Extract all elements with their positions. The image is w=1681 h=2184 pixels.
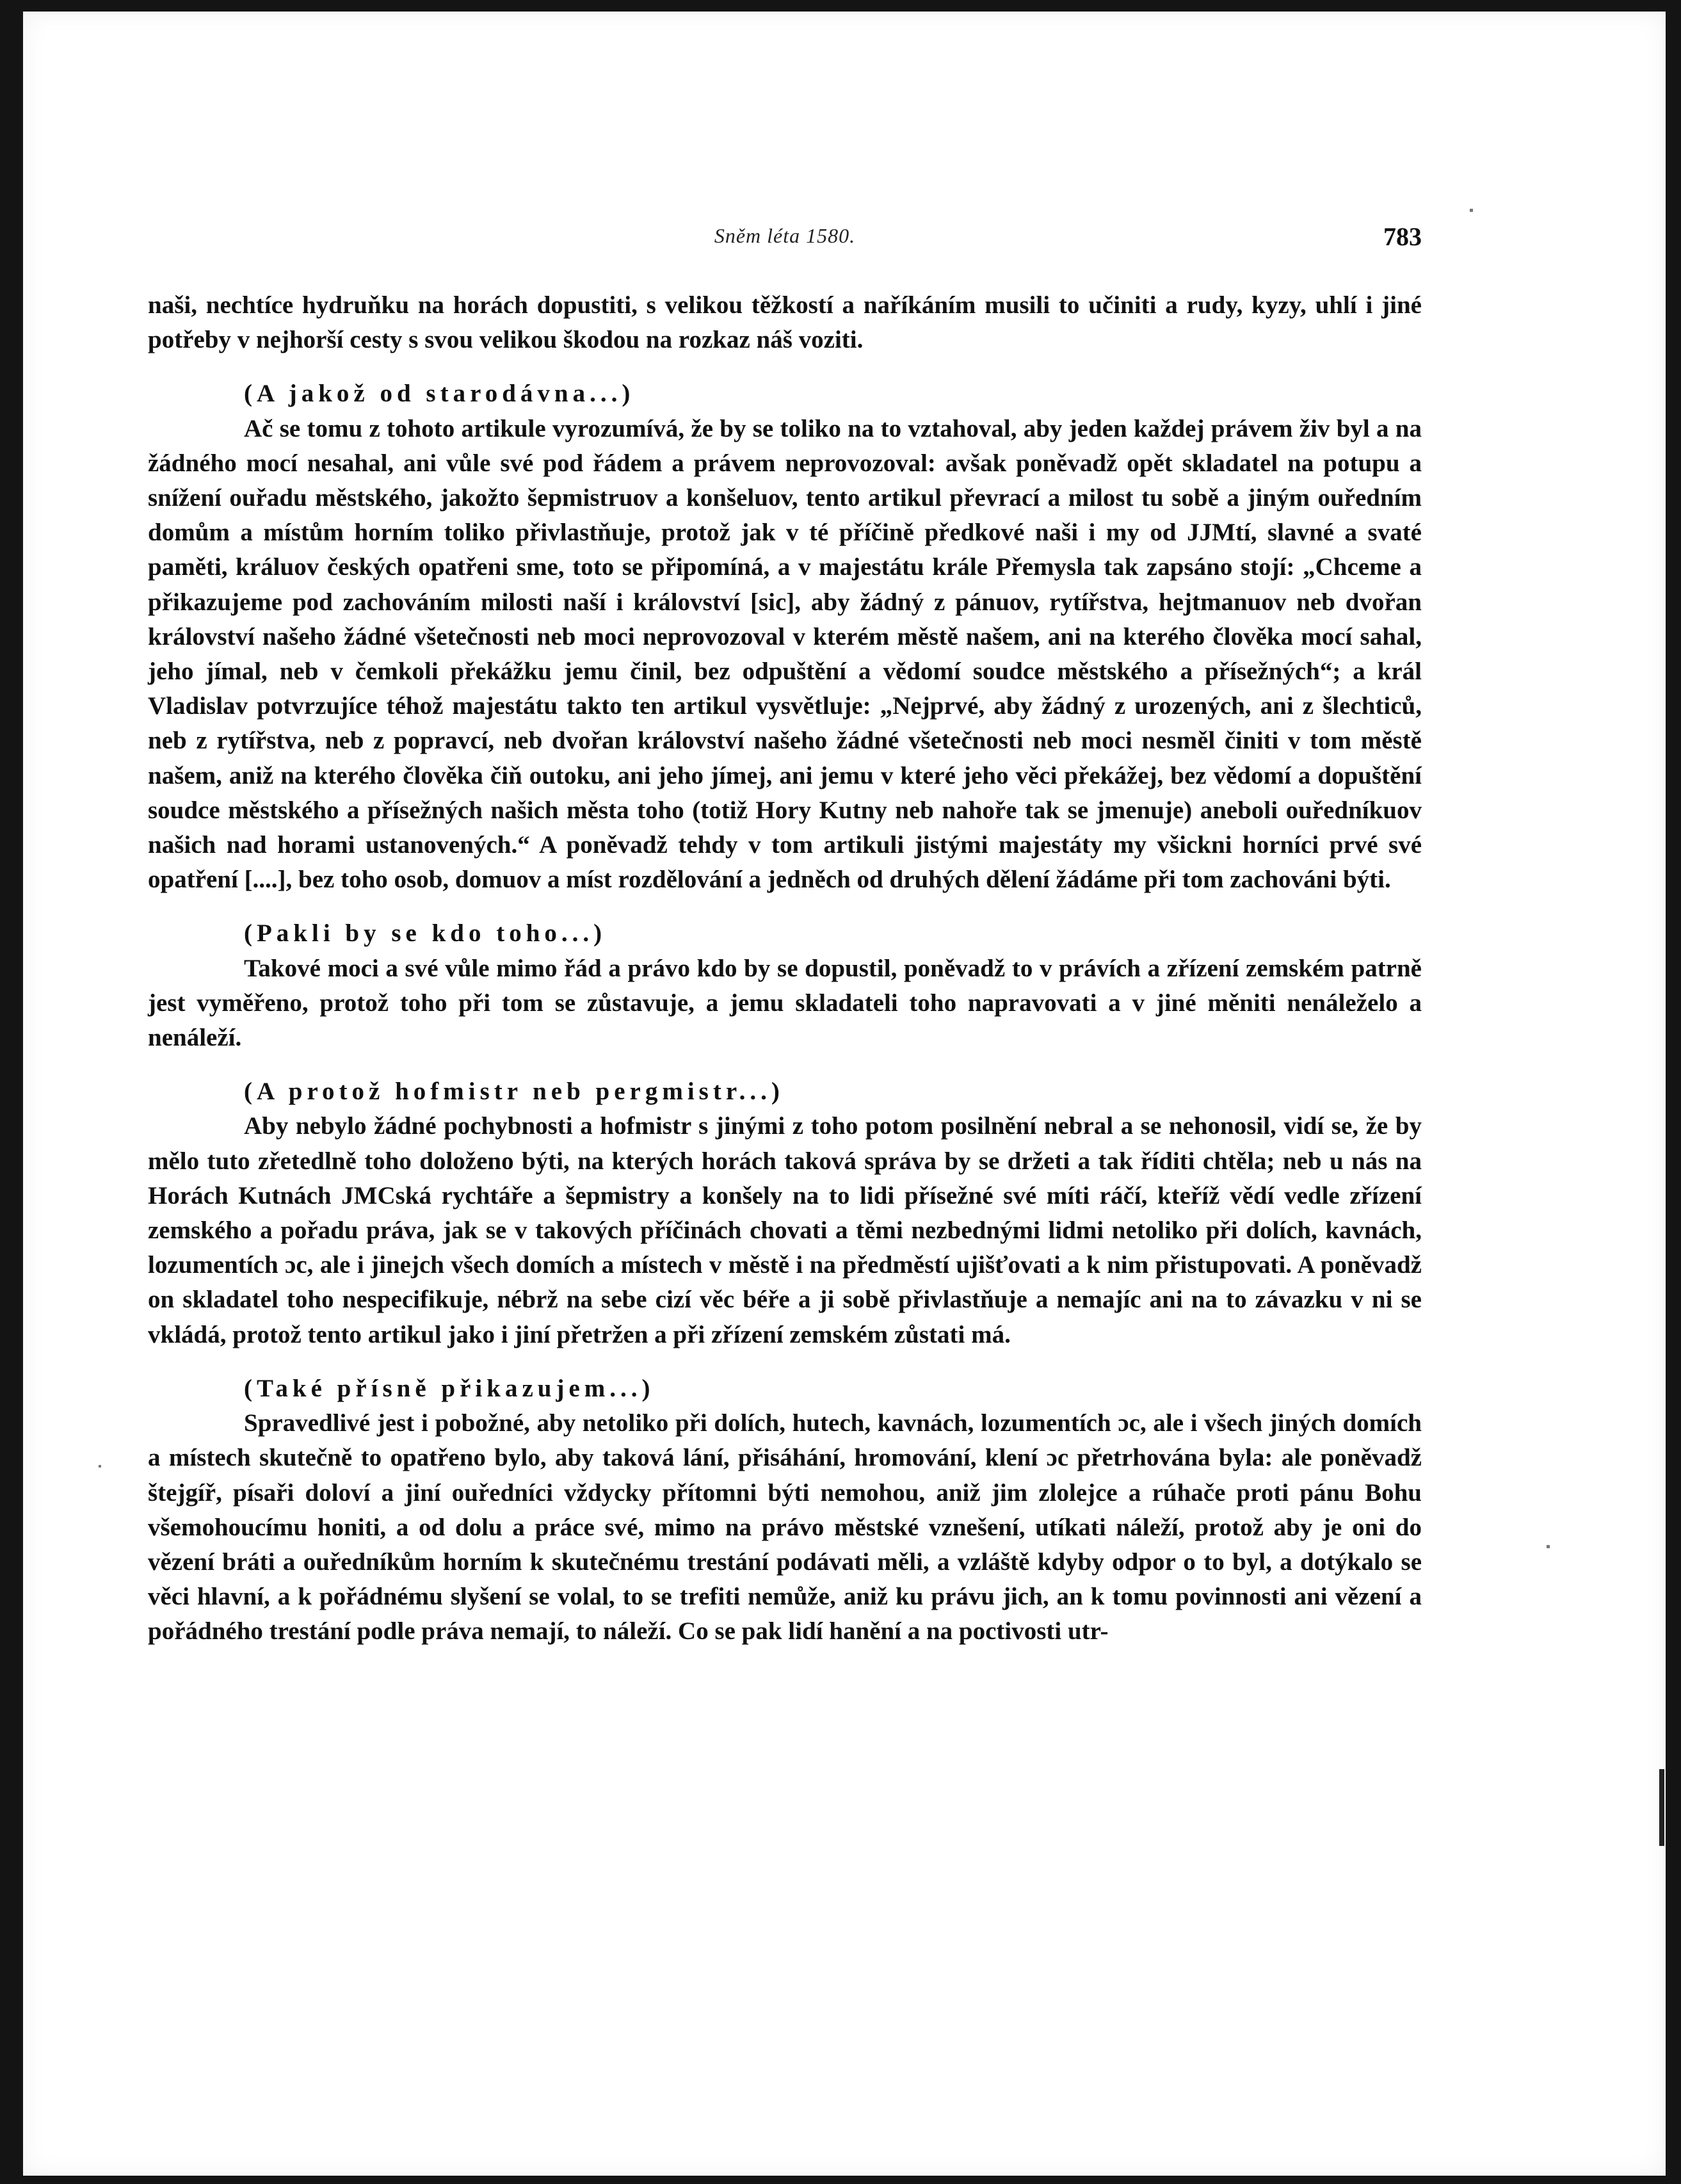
section-heading: (A protož hofmistr neb pergmistr...)	[244, 1078, 784, 1106]
section-prisne	[148, 1371, 1422, 1649]
running-title: Sněm léta 1580.	[714, 224, 856, 247]
section-paragraph: Ač se tomu z tohoto artikule vyrozumívá, že by se toliko na to vztahoval, aby jeden každej právem živ byl a na žádného mocí nesahal, ani vůle své pod řádem a právem neprovozoval: avšak poněvadž opět skladatel na potupu a snížení ouřadu městského, jakožto šepmistruov a konšeluov, tento artikul převrací a milost tu sobě a jiným ouředním domům a místům horním toliko přivlastňuje, protož jak v té příčině předkové naši i my od JJMtí, slavné a svaté paměti, králuov českých opatřeni sme, toto se připomíná, a v majestátu krále Přemysla tak zapsáno stojí: „Chceme a přikazujeme pod zachováním milosti naší i království [sic], aby žádný z pánuov, rytířstva, hejtmanuov neb dvořan království našeho žádné všetečnosti neb moci neprovozoval v kterém městě našem, ani na kterého člověka mocí sahal, jeho jímal, neb v čemkoli překážku jemu činil, bez odpuštění a vědomí soudce městského a přísežných“; a král Vladislav potvrzujíce téhož majestátu takto ten artikul vysvětluje: „Nejprvé, aby žádný z urozených, ani z šlechticů, neb z rytířstva, neb z popravcí, neb dvořan království našeho žádné všetečnosti neb moci nesměl činiti v tom městě našem, aniž na kterého člověka čiň outoku, ani jeho jímej, ani jemu v které jeho věci překážej, bez vědomí a dopuštění soudce městského a přísežných našich města toho (totiž Hory Kutny neb nahoře tak se jmenuje) aneboli ouředníkuov našich nad horami ustanovených.“ A poněvadž tehdy v tom artikuli jistými majestáty my všickni horníci prvé své opatření [....], bez toho osob, domuov a míst rozdělování a jedněch od druhých dělení žádáme při tom zachováni býti.	[148, 414, 1422, 894]
page-header	[148, 218, 1422, 256]
section-heading: (Pakli by se kdo toho...)	[244, 919, 607, 948]
intro-paragraph: naši, nechtíce hydruňku na horách dopustiti, s velikou těžkostí a naříkáním musili to učiniti a rudy, kyzy, uhlí i jiné potřeby v nejhorší cesty s svou velikou škodou na rozkaz náš voziti.	[148, 291, 1422, 354]
scanned-page	[23, 12, 1666, 2176]
section-heading: (A jakož od starodávna...)	[244, 380, 635, 408]
section-paragraph: Spravedlivé jest i pobožné, aby netoliko při dolích, hutech, kavnách, lozumentích ɔc, ale i všech jiných domích a místech skutečně to opatřeno bylo, aby taková lání, přisáhání, hromování, klení ɔc přetrhována byla: ale poněvadž štejgíř, písaři doloví a jiní ouředníci vždycky přítomni býti nemohou, aniž jim zlolejce a rúhače proti pánu Bohu všemohoucímu honiti, a od dolu a práce své, mimo na právo městské vznešení, utíkati náleží, protož aby je oni do vězení bráti a ouředníkům horním k skutečnému trestání podávati měli, a vzláště kdyby odpor o to byl, a dotýkalo se věci hlavní, a k pořádnému slyšení se volal, to se trefiti nemůže, aniž ku právu jich, an k tomu povinnosti ani vězení a pořádného trestání podle práva nemají, to náleží. Co se pak lidí hanění a na poctivosti utr-	[148, 1409, 1422, 1646]
section-pakli	[148, 916, 1422, 1055]
section-paragraph: Takové moci a své vůle mimo řád a právo kdo by se dopustil, poněvadž to v právích a zřízení zemském patrně jest vyměřeno, protož toho při tom se zůstavuje, a jemu skladateli toho napravovati a v jiné měniti nenáleželo a nenáleží.	[148, 954, 1422, 1052]
scan-dust-mark	[1547, 1545, 1550, 1548]
scan-dust-mark	[1470, 209, 1473, 212]
section-heading: (Také přísně přikazujem...)	[244, 1374, 655, 1402]
section-hofmistr	[148, 1074, 1422, 1352]
page-body	[148, 288, 1422, 1649]
section-a-jakoz	[148, 376, 1422, 897]
scan-edge-mark	[1659, 1769, 1664, 1846]
page-number: 783	[1383, 222, 1422, 251]
section-paragraph: Aby nebylo žádné pochybnosti a hofmistr s jinými z toho potom posilnění nebral a se nehonosil, vidí se, že by mělo tuto zřetedlně toho doloženo býti, na kterých horách taková správa by se držeti a tak říditi chtěla; neb u nás na Horách Kutnách JMCská rychtáře a šepmistry a konšely na to lidi přísežné své míti ráčí, kteříž vědí vedle zřízení zemského a pořadu práva, jak se v takových příčinách chovati a těmi nezbednými lidmi netoliko při dolích, kavnách, lozumentích ɔc, ale i jinejch všech domích a místech v městě i na předměstí ujišťovati a k nim přistupovati. A poněvadž on skladatel toho nespecifikuje, nébrž na sebe cizí věc béře a ji sobě přivlastňuje a nemajíc ani na to závazku v ni se vkládá, protož tento artikul jako i jiní přetržen a při zřízení zemském zůstati má.	[148, 1112, 1422, 1348]
scan-dust-mark	[99, 1465, 101, 1468]
